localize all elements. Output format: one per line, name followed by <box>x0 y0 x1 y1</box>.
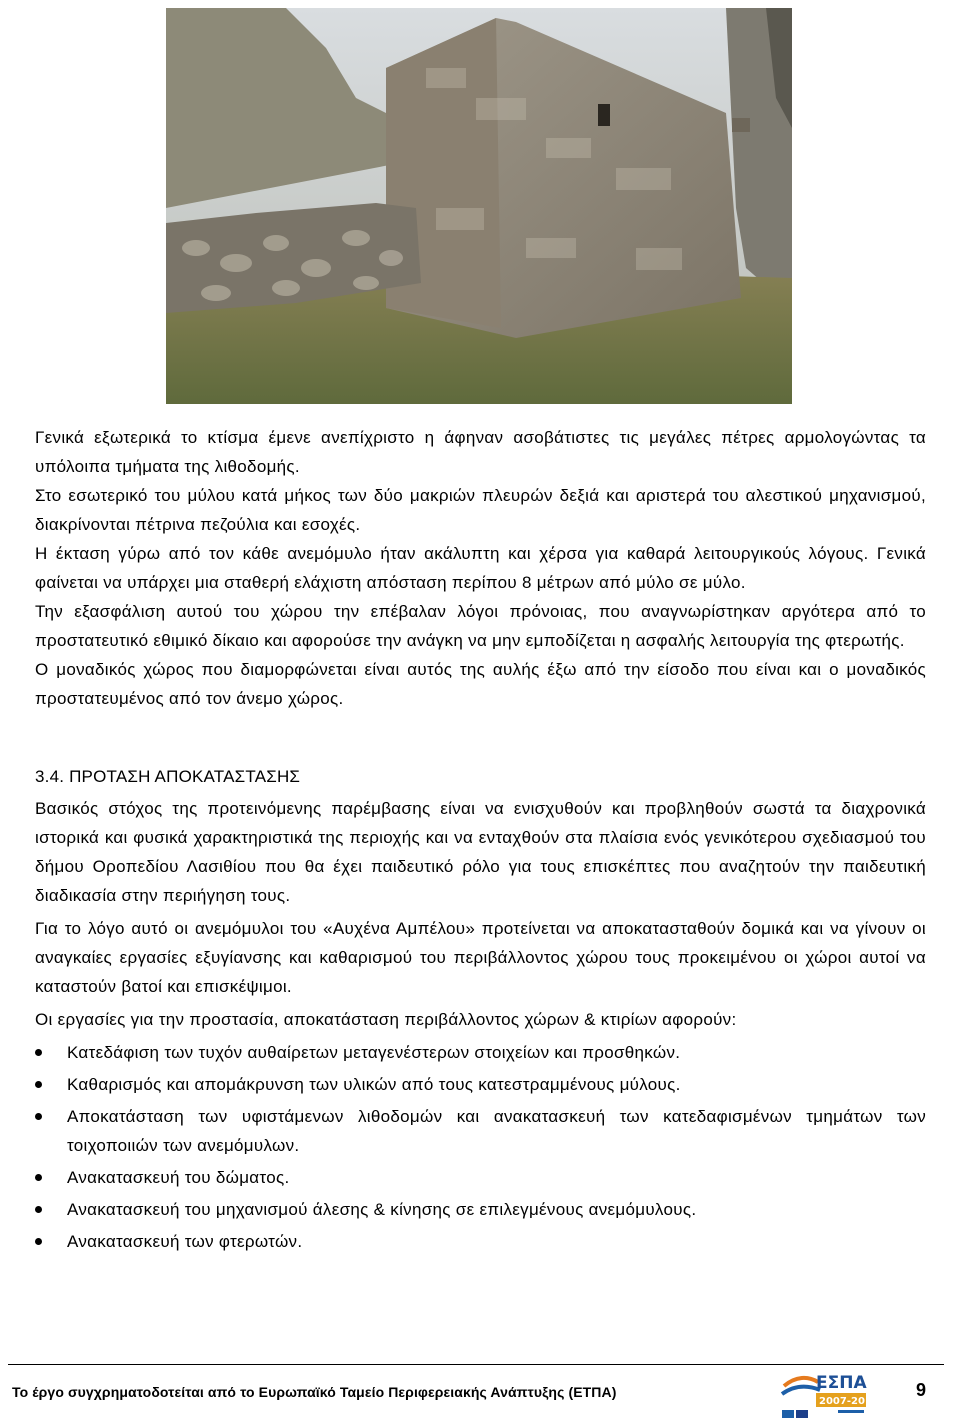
bullet-icon <box>35 1174 42 1181</box>
windmill-ruin-photo <box>166 8 792 404</box>
footer-divider <box>8 1364 944 1365</box>
document-body <box>35 423 926 1259</box>
bullet-icon <box>35 1113 42 1120</box>
logo-text: ΕΣΠΑ <box>816 1373 867 1393</box>
list-item: Ανακατασκευή των φτερωτών. <box>35 1227 926 1256</box>
list-item: Κατεδάφιση των τυχόν αυθαίρετων μεταγενέστερων στοιχείων και προσθηκών. <box>35 1038 926 1067</box>
paragraph-protection: Την εξασφάλιση αυτού του χώρου την επέβαλαν λόγοι πρόνοιας, που αναγνωρίστηκαν αργότερα από το προστατευτικό εθιμικό δίκαιο και αφορούσε την ανάγκη να μην εμποδίζεται η ασφαλής λειτουργία της φτερωτής. <box>35 602 926 650</box>
paragraph-goal: Βασικός στόχος της προτεινόμενης παρέμβασης είναι να ενισχυθούν και προβληθούν σωστά τα διαχρονικά ιστορικά και φυσικά χαρακτηριστικά της περιοχής και να ενταχθούν στα πλαίσια ενός γενικότερου σχεδιασμού του δήμου Οροπεδίου Λασιθίου που θα έχει παιδευτικό ρόλο για τους επισκέπτες που αναζητούν την παιδευτική διαδικασία στην περιήγηση τους. <box>35 799 926 905</box>
paragraph-courtyard: Ο μοναδικός χώρος που διαμορφώνεται είναι αυτός της αυλής έξω από την είσοδο που είναι και ο μοναδικός προστατευμένος από τον άνεμο χώρος. <box>35 660 926 708</box>
espa-logo <box>778 1368 879 1420</box>
list-item: Καθαρισμός και απομάκρυνση των υλικών από τους κατεστραμμένους μύλους. <box>35 1070 926 1099</box>
paragraph-interior: Στο εσωτερικό του μύλου κατά μήκος των δύο μακριών πλευρών δεξιά και αριστερά του αλεστικού μηχανισμού, διακρίνονται πέτρινα πεζούλια και εσοχές. <box>35 486 926 534</box>
list-item: Ανακατασκευή του δώματος. <box>35 1163 926 1192</box>
page-number: 9 <box>916 1380 927 1400</box>
footer-funding-text: Το έργο συγχρηματοδοτείται από το Ευρωπαϊκό Ταμείο Περιφερειακής Ανάπτυξης (ΕΤΠΑ) <box>12 1384 617 1400</box>
bullet-icon <box>35 1049 42 1056</box>
section-heading: 3.4. ΠΡΟΤΑΣΗ ΑΠΟΚΑΤΑΣΤΑΣΗΣ <box>35 767 301 786</box>
paragraph-works-intro: Οι εργασίες για την προστασία, αποκατάσταση περιβάλλοντος χώρων & κτιρίων αφορούν: <box>35 1010 737 1029</box>
paragraph-restoration: Για το λόγο αυτό οι ανεμόμυλοι του «Αυχένα Αμπέλου» προτείνεται να αποκατασταθούν δομικά και να γίνουν οι αναγκαίες εργασίες εξυγίανσης και καθαρισμού του περιβάλλοντος χώρου τους προκειμένου οι χώροι αυτοί να καταστούν βατοί και επισκέψιμοι. <box>35 919 926 996</box>
works-list <box>35 1038 926 1256</box>
bullet-icon <box>35 1081 42 1088</box>
bullet-icon <box>35 1238 42 1245</box>
paragraph-exterior: Γενικά εξωτερικά το κτίσμα έμενε ανεπίχριστο η άφηναν ασοβάτιστες τις μεγάλες πέτρες αρμολογώντας τα υπόλοιπα τμήματα της λιθοδομής. <box>35 428 926 476</box>
bullet-icon <box>35 1206 42 1213</box>
logo-years: 2007-2013 <box>819 1396 879 1407</box>
list-item: Αποκατάσταση των υφιστάμενων λιθοδομών και ανακατασκευή των κατεδαφισμένων τμημάτων των τοιχοποιιών των ανεμόμυλων. <box>35 1102 926 1160</box>
list-item: Ανακατασκευή του μηχανισμού άλεσης & κίνησης σε επιλεγμένους ανεμόμυλους. <box>35 1195 926 1224</box>
paragraph-surroundings: Η έκταση γύρω από τον κάθε ανεμόμυλο ήταν ακάλυπτη και χέρσα για καθαρά λειτουργικούς λόγους. Γενικά φαίνεται να υπάρχει μια σταθερή ελάχιστη απόσταση περίπου 8 μέτρων από μύλο σε μύλο. <box>35 544 926 592</box>
